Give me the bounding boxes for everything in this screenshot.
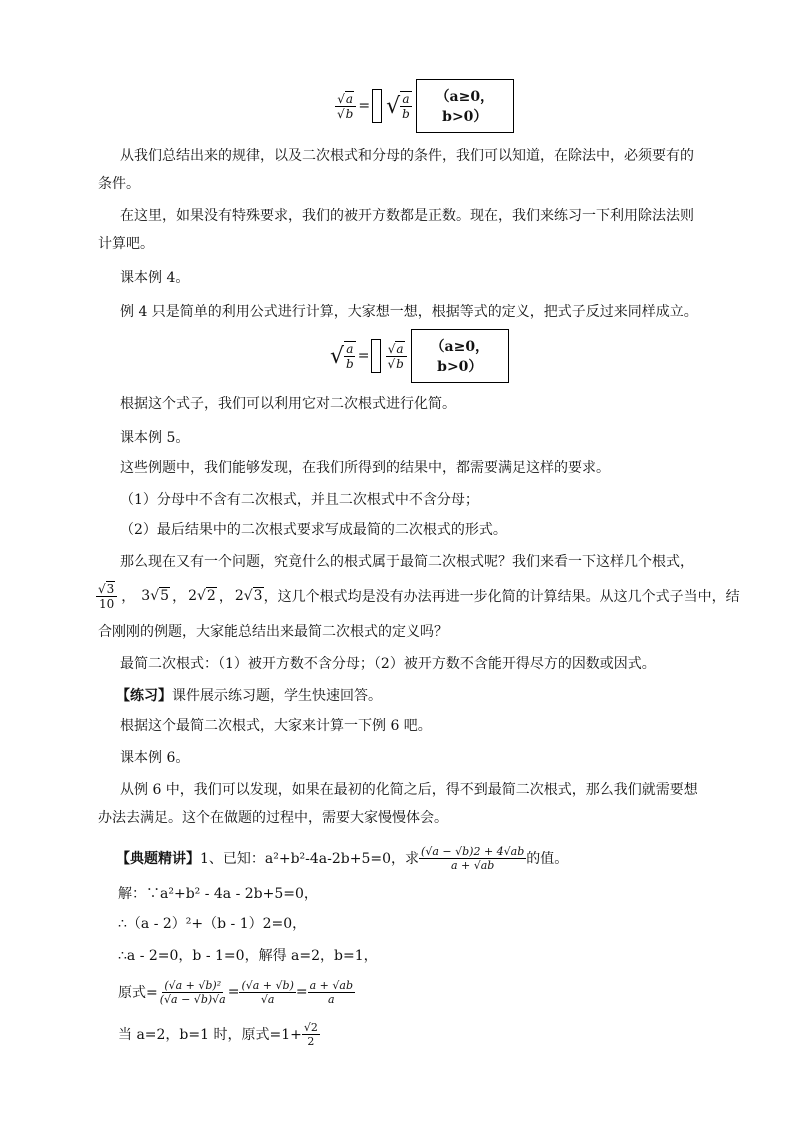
term-sqrt3-over-10: $\frac{√3}{10}$ [96, 582, 117, 611]
paragraph-17: 从例 6 中，我们可以发现，如果在最初的化简之后，得不到最简二次根式，那么我们就需要想 [120, 782, 698, 798]
example-problem: 【典题精讲】 1、已知：a²+b²-4a-2b+5=0，求 $\frac{(√a - √b)2 + 4√ab}{a + √ab}$ 的值。 [116, 844, 569, 872]
paragraph-16: 课本例 6。 [120, 750, 190, 766]
blank-box-2 [371, 339, 381, 373]
paragraph-14: 【练习】课件展示练习题，学生快速回答。 [116, 688, 382, 704]
paragraph-11-rest: ，这几个根式均是没有办法再进一步化简的计算结果。从这几个式子当中，结 [263, 589, 740, 605]
solution-step-3: ∴a - 2=0，b - 1=0，解得 a=2，b=1， [118, 948, 378, 964]
term-2sqrt2: 2√2 [188, 588, 216, 604]
condition-box: （a≥0，b>0） [416, 79, 514, 133]
paragraph-17-cont: 办法去满足。这个在做题的过程中，需要大家慢慢体会。 [98, 810, 448, 826]
formula-quotient-reverse [330, 332, 509, 380]
equals-sign: = [358, 98, 371, 114]
paragraph-13: 最简二次根式：（1）被开方数不含分母；（2）被开方数不含能开得尽方的因数或因式。 [120, 656, 656, 672]
radical-examples-line: $\frac{√3}{10}$ ， 3√5 ， 2√2 ， 2√3 ，这几个根式均是没有办法再进一步化简的计算结果。从这几个式子当中，结 [98, 581, 740, 611]
paragraph-7: 这些例题中，我们能够发现，在我们所得到的结果中，都需要满足这样的要求。 [120, 460, 610, 476]
frac-of-sqrts: $\frac{√a}{√b}$ [385, 342, 406, 371]
paragraph-6: 课本例 5。 [120, 430, 190, 446]
term-3sqrt5: 3√5 [141, 588, 170, 604]
example-tag: 【典题精讲】 [116, 851, 200, 867]
paragraph-10: 那么现在又有一个问题，究竟什么的根式属于最简二次根式呢？我们来看一下这样几个根式， [120, 554, 694, 570]
solution-step-2: ∴（a - 2）²+（b - 1）2=0， [118, 916, 307, 932]
paragraph-4: 例 4 只是简单的利用公式进行计算，大家想一想，根据等式的定义，把式子反过来同样成立。 [120, 304, 698, 320]
paragraph-9: （2）最后结果中的二次根式要求写成最简的二次根式的形式。 [120, 522, 507, 538]
solution-step-4: 原式= $\frac{\text{(√a + √b)²}}{(√a - √b)√a}$ = $\frac{(√a + √b)}{√a}$ = $\frac{a + √ab}{a}$ [118, 978, 353, 1006]
paragraph-8: （1）分母中不含有二次根式，并且二次根式中不含分母； [120, 492, 479, 508]
paragraph-5: 根据这个式子，我们可以利用它对二次根式进行化简。 [120, 396, 456, 412]
solution-step-5: 当 a=2，b=1 时，原式=1+ $\frac{√2}{2}$ [118, 1020, 318, 1048]
problem-fraction: $\frac{(√a - √b)2 + 4√ab}{a + √ab}$ [421, 844, 525, 872]
paragraph-1: 从我们总结出来的规律，以及二次根式和分母的条件，我们可以知道，在除法中，必须要有的 [120, 148, 694, 164]
blank-box [372, 89, 382, 123]
formula-quotient-rule [335, 82, 514, 130]
paragraph-1-cont: 条件。 [98, 176, 140, 192]
solution-step-1: 解：∵a²+b² - 4a - 2b+5=0， [118, 886, 318, 902]
paragraph-3: 课本例 4。 [120, 270, 190, 286]
sqrt-fraction: √ $\frac{a}{b}$ [330, 342, 354, 371]
paragraph-12: 合刚刚的例题，大家能总结出来最简二次根式的定义吗？ [98, 624, 448, 640]
lhs-fraction: $\frac{√a}{√b}$ [335, 92, 356, 121]
practice-tag: 【练习】 [116, 688, 172, 704]
paragraph-15: 根据这个最简二次根式，大家来计算一下例 6 吧。 [120, 718, 432, 734]
condition-box-2: （a≥0，b>0） [411, 329, 509, 383]
paragraph-2-cont: 计算吧。 [98, 236, 154, 252]
paragraph-2: 在这里，如果没有特殊要求，我们的被开方数都是正数。现在，我们来练习一下利用除法法则 [120, 208, 694, 224]
rhs-sqrt: √ $\frac{a}{b}$ [386, 92, 410, 121]
term-2sqrt3: 2√3 [234, 588, 263, 604]
equals-sign-2: = [357, 348, 370, 364]
